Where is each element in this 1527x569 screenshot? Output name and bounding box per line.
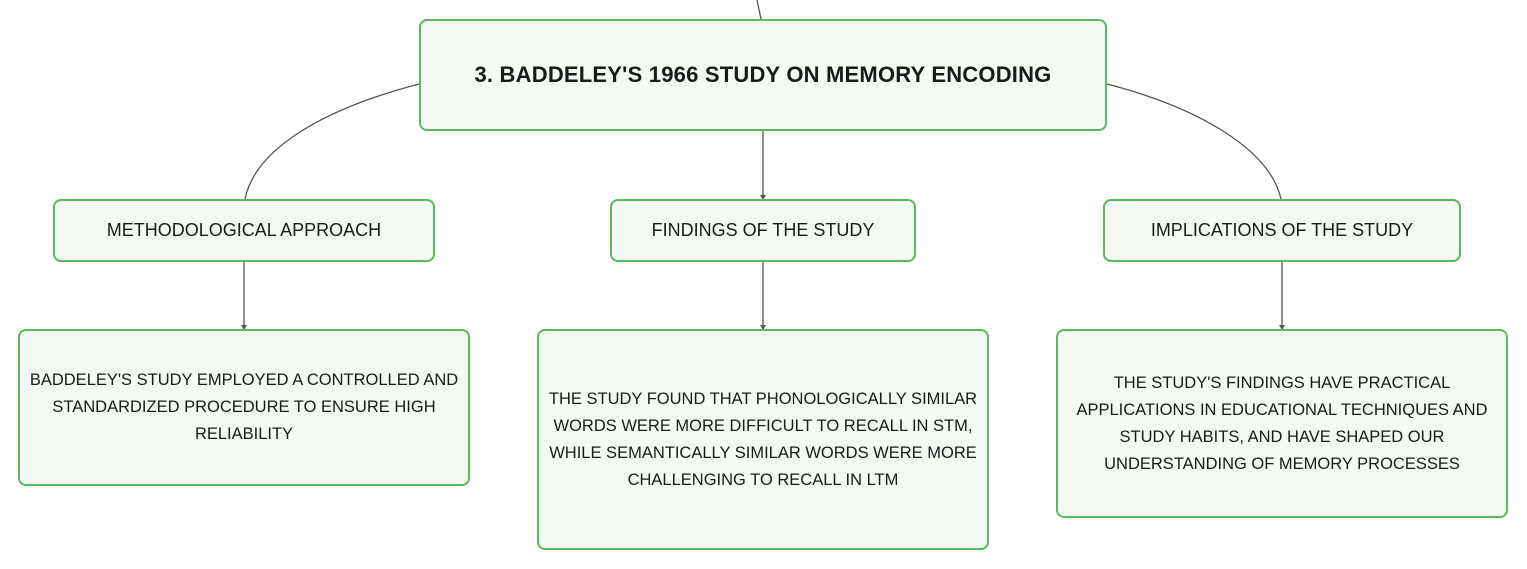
branch-node-label: FINDINGS OF THE STUDY	[651, 220, 875, 240]
detail-node-methodological-approach[interactable]	[18, 329, 470, 486]
branch-node-implications[interactable]	[1103, 199, 1461, 262]
detail-node-text: BADDELEY'S STUDY EMPLOYED A CONTROLLED AND STANDARDIZED PROCEDURE TO ENSURE HIGH RELIABILITY	[29, 371, 459, 443]
detail-node-findings[interactable]	[537, 329, 989, 550]
connector-parent-to-root	[757, 0, 761, 19]
branch-node-label: METHODOLOGICAL APPROACH	[106, 220, 382, 240]
branch-node-findings[interactable]	[610, 199, 916, 262]
branch-node-label: IMPLICATIONS OF THE STUDY	[1150, 220, 1414, 240]
root-node-label: 3. BADDELEY'S 1966 STUDY ON MEMORY ENCODING	[474, 62, 1052, 87]
connector-root-to-implications	[1107, 84, 1281, 199]
root-node[interactable]	[419, 19, 1107, 131]
connector-root-to-method	[245, 84, 419, 199]
detail-node-implications[interactable]	[1056, 329, 1508, 518]
branch-node-methodological-approach[interactable]	[53, 199, 435, 262]
detail-node-text: THE STUDY'S FINDINGS HAVE PRACTICAL APPLICATIONS IN EDUCATIONAL TECHNIQUES AND STUDY HABITS, AND HAVE SHAPED OUR UNDERSTANDING OF MEMORY PROCESSES	[1076, 373, 1488, 473]
detail-node-text: THE STUDY FOUND THAT PHONOLOGICALLY SIMILAR WORDS WERE MORE DIFFICULT TO RECALL IN STM, WHILE SEMANTICALLY SIMILAR WORDS WERE MORE CHALLENGING TO RECALL IN LTM	[548, 389, 978, 489]
